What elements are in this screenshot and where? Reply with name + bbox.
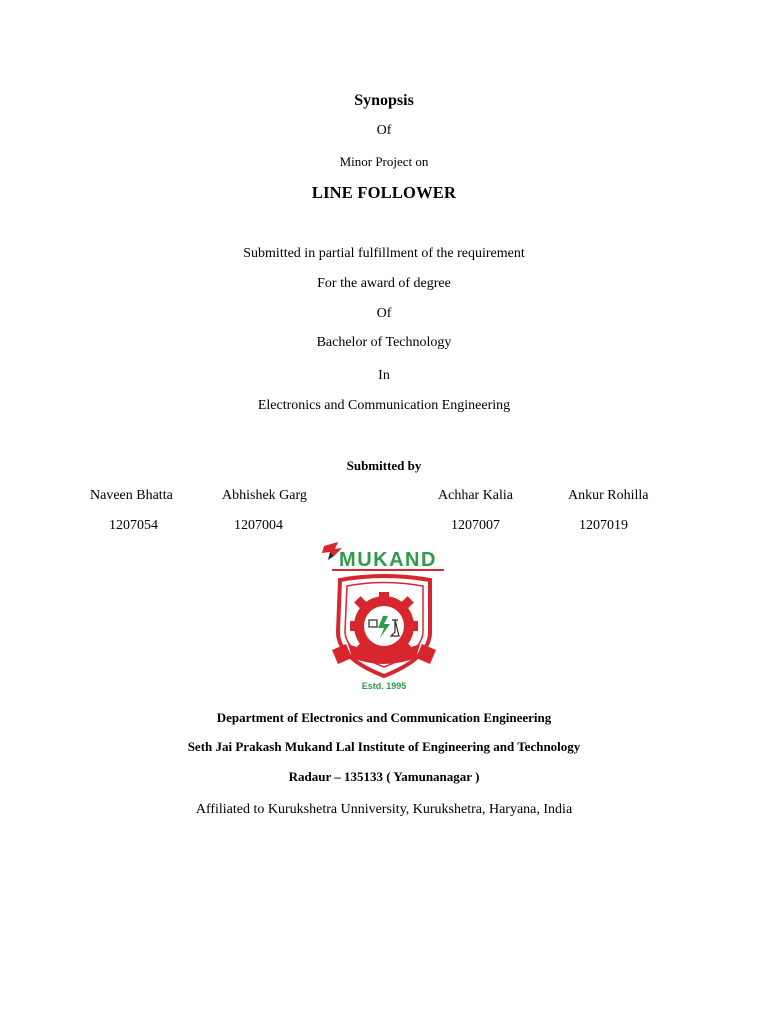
affiliation-text: Affiliated to Kurukshetra Unniversity, Kurukshetra, Haryana, India (195, 802, 573, 817)
in-text: In (378, 368, 390, 383)
project-title: LINE FOLLOWER (311, 183, 457, 202)
degree-text: Bachelor of Technology (316, 335, 452, 350)
logo-estd: Estd. 1995 (361, 681, 407, 691)
submitted-by-heading: Submitted by (346, 458, 422, 473)
member-name: Achhar Kalia (438, 488, 514, 503)
synopsis-heading: Synopsis (354, 92, 414, 109)
institute-logo (318, 540, 450, 692)
department-text: Department of Electronics and Communication Engineering (216, 710, 552, 725)
institute-text: Seth Jai Prakash Mukand Lal Institute of Engineering and Technology (187, 739, 581, 754)
member-roll: 1207007 (451, 518, 500, 533)
branch-text: Electronics and Communication Engineering (257, 398, 511, 413)
member-roll: 1207054 (109, 518, 158, 533)
submission-line-1: Submitted in partial fulfillment of the requirement (243, 246, 525, 261)
of-text: Of (376, 123, 392, 138)
of-text-2: Of (376, 306, 392, 321)
member-name: Abhishek Garg (222, 488, 307, 503)
logo-brand: MUKAND (339, 549, 437, 571)
member-roll: 1207004 (234, 518, 283, 533)
submission-line-2: For the award of degree (317, 276, 451, 291)
member-roll: 1207019 (579, 518, 628, 533)
member-name: Naveen Bhatta (90, 488, 173, 503)
member-name: Ankur Rohilla (568, 488, 649, 503)
minor-project-text: Minor Project on (339, 154, 429, 169)
address-text: Radaur – 135133 ( Yamunanagar ) (288, 769, 480, 784)
